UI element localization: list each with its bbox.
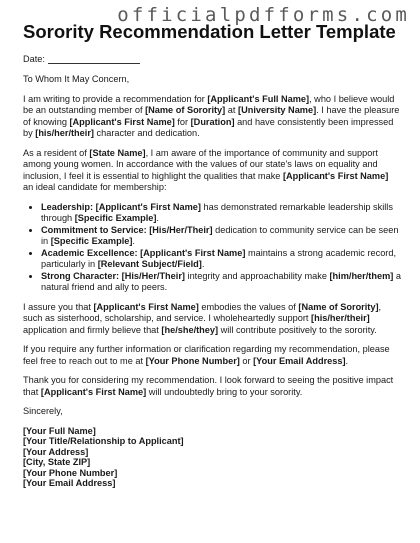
text: application and firmly believe that (23, 324, 162, 335)
text: will contribute positively to the sorority. (218, 324, 377, 335)
placeholder-sorority-name: [Name of Sorority] (145, 105, 226, 115)
text: character and dedication. (93, 128, 200, 138)
bullet-label: Academic Excellence: (41, 247, 138, 258)
signature-line: [City, State ZIP] (23, 457, 91, 467)
watermark: officialpdfforms.com (117, 4, 410, 26)
text: . (132, 236, 135, 246)
placeholder: [Applicant's First Name] (93, 301, 199, 312)
letter-page (23, 21, 401, 489)
placeholder-pronoun: [his/her/their] (35, 128, 94, 138)
placeholder: [Relevant Subject/Field] (97, 259, 202, 269)
placeholder: [he/she/they] (161, 324, 219, 335)
bullet-label: Leadership: (41, 201, 94, 212)
placeholder-applicant-full-name: [Applicant's Full Name] (207, 93, 310, 104)
paragraph-assurance (23, 302, 401, 337)
signature-block (23, 426, 401, 489)
placeholder: [Name of Sorority] (298, 301, 379, 312)
salutation: To Whom It May Concern, (23, 74, 130, 84)
text: an ideal candidate for membership: (23, 182, 167, 192)
text: , such as sisterhood, scholarship, and service. I wholeheartedly support (23, 301, 382, 323)
text: maintains a strong academic record, particularly in (41, 247, 397, 269)
date-label: Date: (23, 54, 45, 64)
placeholder-applicant-first-name: [Applicant's First Name] (69, 116, 175, 127)
signature-line: [Your Phone Number] (23, 467, 118, 478)
text: dedication to community service can be seen in (41, 224, 399, 246)
bullet-label: Commitment to Service: (41, 224, 147, 235)
text: If you require any further information or clarification regarding my recommendation, please feel free to reach out to me at (23, 344, 390, 366)
placeholder-applicant-first-name: [Applicant's First Name] (282, 170, 389, 181)
placeholder: [Your Email Address] (253, 355, 346, 366)
text: . (201, 259, 205, 269)
text: . I have the pleasure of knowing (23, 105, 400, 127)
signature-line: [Your Email Address] (23, 478, 116, 488)
signature-line: [Your Full Name] (23, 425, 96, 436)
list-item (41, 248, 401, 271)
qualities-list (23, 202, 401, 294)
text: or (239, 355, 254, 366)
date-line (23, 54, 401, 64)
paragraph-intro (23, 94, 401, 140)
paragraph-state (23, 148, 401, 194)
placeholder: [Specific Example] (74, 213, 157, 223)
text: a natural friend and ally to peers. (41, 270, 401, 292)
paragraph-thanks (23, 375, 401, 398)
placeholder: [His/Her/Their] (119, 270, 185, 281)
placeholder: [Specific Example] (50, 236, 133, 246)
placeholder: [His/Her/Their] (146, 224, 213, 235)
text: will undoubtedly bring to your sorority. (146, 386, 303, 397)
list-item (41, 271, 401, 294)
placeholder: [him/her/them] (329, 270, 394, 281)
text: . (156, 213, 159, 223)
text: I assure you that (23, 301, 94, 312)
text: integrity and approachability make (184, 270, 330, 281)
signature-line: [Your Title/Relationship to Applicant] (23, 436, 184, 446)
text: , who I believe would be an outstanding member of (23, 93, 395, 115)
placeholder: [Applicant's First Name] (93, 201, 201, 212)
text: I am writing to provide a recommendation for (23, 93, 208, 104)
placeholder: [Applicant's First Name] (40, 386, 147, 397)
closing: Sincerely, (23, 406, 63, 416)
placeholder-duration: [Duration] (190, 116, 235, 127)
list-item (41, 202, 401, 225)
text: and have consistently been impressed by (23, 116, 394, 138)
text: Thank you for considering my recommendation. I look forward to seeing the positive impact that (23, 375, 394, 397)
bullet-label: Strong Character: (41, 270, 120, 281)
signature-line: [Your Address] (23, 446, 89, 457)
text: As a resident of (23, 147, 90, 158)
list-item (41, 225, 401, 248)
page-title: Sorority Recommendation Letter Template (23, 21, 396, 42)
text: for (174, 116, 191, 127)
text: embodies the values of (198, 301, 299, 312)
paragraph-contact (23, 344, 401, 367)
placeholder: [Applicant's First Name] (137, 247, 246, 258)
text: at (225, 105, 239, 115)
text: has demonstrated remarkable leadership skills through (41, 201, 393, 223)
placeholder-university-name: [University Name] (238, 105, 317, 115)
placeholder: [Your Phone Number] (145, 355, 240, 366)
text: , I am aware of the importance of community and support among young women. In accordance with the values of our state's laws on equality and inclusion, I feel it is essential to highlight the qualities that make (23, 147, 378, 181)
placeholder-state-name: [State Name] (89, 147, 146, 158)
placeholder: [his/her/their] (311, 313, 370, 323)
date-blank-line (48, 54, 140, 64)
text: . (345, 355, 349, 366)
